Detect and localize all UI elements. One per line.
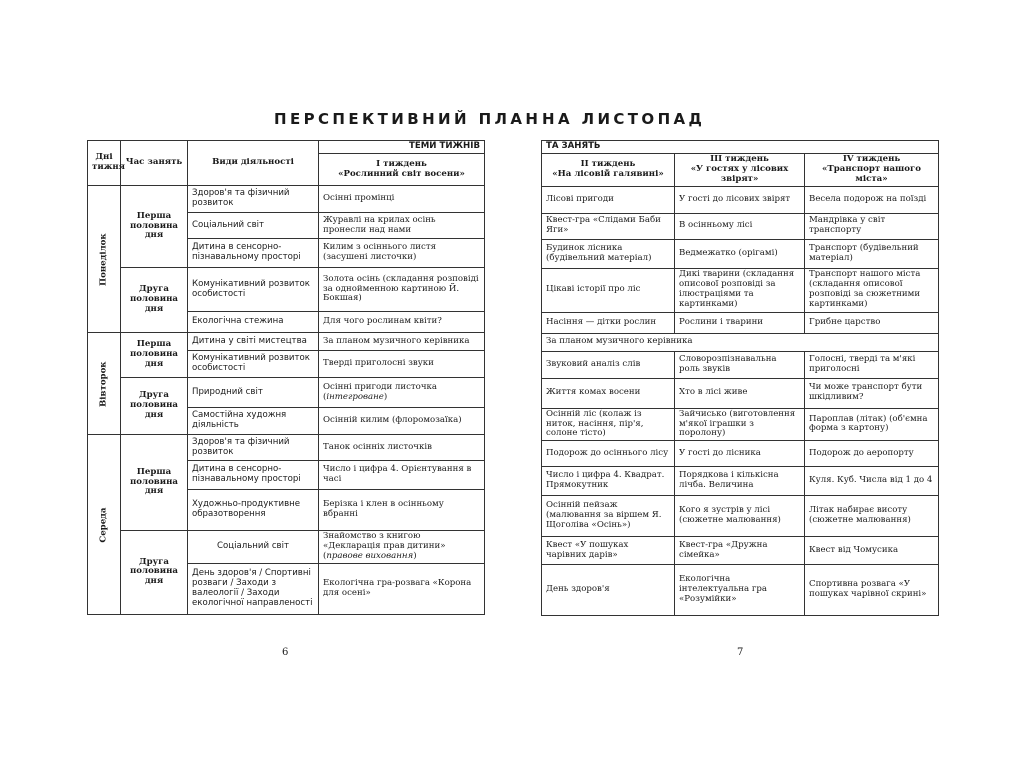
activity-cell: Природний світ [188, 378, 319, 408]
week3-number: ІІІ тиждень [710, 154, 769, 164]
week1-cell [319, 378, 485, 408]
activity-cell: Самостійна художня діяльність [188, 408, 319, 435]
week1-cell: Число і цифра 4. Орієнтування в часі [319, 461, 485, 490]
week3-cell: Екологічна інтелектуальна гра «Розумійки» [675, 565, 805, 616]
week4-cell: Літак набирає висоту (сюжетне малювання) [805, 496, 939, 537]
week2-cell: Число і цифра 4. Квадрат. Прямокутник [542, 467, 675, 496]
week4-cell: Чи може транспорт бути шкідливим? [805, 378, 939, 408]
time-first-half: Перша половина дня [121, 186, 188, 268]
week4-cell: Весела подорож на поїзді [805, 186, 939, 213]
header-days: Дні тижня [88, 141, 121, 186]
page-title-right: НА ЛИСТОПАД [542, 110, 706, 128]
activity-cell: Здоров'я та фізичний розвиток [188, 186, 319, 213]
activity-cell: Комунікативний розвиток особистості [188, 351, 319, 378]
activity-cell: Соціальний світ [188, 531, 319, 564]
week1-cell [319, 531, 485, 564]
week3-cell: Дикі тварини (складання описової розповіді за ілюстраціями та картинками) [675, 268, 805, 312]
week3-cell: Зайчисько (виготовлення м'якої іграшки з поролону) [675, 408, 805, 441]
time-first-half: Перша половина дня [121, 435, 188, 531]
week3-name: «У гостях у лісових звірят» [690, 163, 789, 184]
week1-text: Знайомство з книгою «Декларація прав дитини» ( [323, 531, 446, 561]
week4-cell: Транспорт (будівельний матеріал) [805, 239, 939, 268]
page-number-left: 6 [282, 647, 289, 658]
week4-cell: Голосні, тверді та м'які приголосні [805, 351, 939, 378]
activity-cell: Дитина в сенсорно-пізнавальному просторі [188, 239, 319, 268]
week3-cell: Рослини і тварини [675, 312, 805, 333]
activity-cell: Здоров'я та фізичний розвиток [188, 435, 319, 461]
week2-cell: Осінній ліс (колаж із ниток, насіння, пір'я, солоне тісто) [542, 408, 675, 441]
week1-cell: Танок осінніх листочків [319, 435, 485, 461]
week3-cell: Словорозпізнавальна роль звуків [675, 351, 805, 378]
header-week1 [319, 154, 485, 186]
header-activity: Види діяльності [188, 141, 319, 186]
merged-cell: За планом музичного керівника [542, 333, 939, 351]
plan-table-left [87, 140, 485, 615]
activity-cell: Соціальний світ [188, 213, 319, 239]
header-time: Час занять [121, 141, 188, 186]
week4-name: «Транспорт нашого міста» [821, 163, 922, 184]
week3-cell: Порядкова і кількісна лічба. Величина [675, 467, 805, 496]
plan-table-right [541, 140, 939, 616]
week2-cell: Квест «У пошуках чарівних дарів» [542, 537, 675, 565]
activity-cell: День здоров'я / Спортивні розваги / Заходи з валеології / Заходи екологічної направленості [188, 563, 319, 614]
week3-cell: Хто в лісі живе [675, 378, 805, 408]
activity-cell: Дитина у світі мистецтва [188, 333, 319, 351]
week2-cell: Життя комах восени [542, 378, 675, 408]
week4-cell: Транспорт нашого міста (складання описової розповіді за сюжетними картинками) [805, 268, 939, 312]
week2-cell: Подорож до осіннього лісу [542, 441, 675, 467]
day-tuesday: Вівторок [88, 333, 121, 435]
week1-name: «Рослинний світ восени» [338, 168, 465, 179]
header-week3 [675, 154, 805, 187]
week1-cell: За планом музичного керівника [319, 333, 485, 351]
activity-cell: Дитина в сенсорно-пізнавальному просторі [188, 461, 319, 490]
week4-cell: Куля. Куб. Числа від 1 до 4 [805, 467, 939, 496]
header-lessons: ТА ЗАНЯТЬ [542, 141, 939, 154]
week3-cell: У гості до лісових звірят [675, 186, 805, 213]
week1-cell: Осінні промінці [319, 186, 485, 213]
time-second-half: Друга половина дня [121, 378, 188, 435]
week1-cell: Журавлі на крилах осінь пронесли над нами [319, 213, 485, 239]
week2-cell: Осінній пейзаж (малювання за віршем Я. Щоголіва «Осінь») [542, 496, 675, 537]
week1-cell: Для чого рослинам квіти? [319, 312, 485, 333]
week4-cell: Подорож до аеропорту [805, 441, 939, 467]
time-second-half: Друга половина дня [121, 531, 188, 615]
week3-cell: У гості до лісника [675, 441, 805, 467]
week2-cell: Будинок лісника (будівельний матеріал) [542, 239, 675, 268]
time-first-half: Перша половина дня [121, 333, 188, 378]
week4-cell: Квест від Чомусика [805, 537, 939, 565]
week3-cell: Кого я зустрів у лісі (сюжетне малювання) [675, 496, 805, 537]
week1-cell: Золота осінь (складання розповіді за однойменною картиною Й. Бокшая) [319, 268, 485, 312]
week4-cell: Мандрівка у світ транспорту [805, 213, 939, 239]
week1-cell: Тверді приголосні звуки [319, 351, 485, 378]
week2-cell: Насіння — дітки рослин [542, 312, 675, 333]
week1-cell: Осінній килим (флоромозаїка) [319, 408, 485, 435]
week1-cell: Килим з осіннього листя (засушені листочки) [319, 239, 485, 268]
week3-cell: Ведмежатко (орігамі) [675, 239, 805, 268]
week3-cell: В осінньому лісі [675, 213, 805, 239]
day-wednesday: Середа [88, 435, 121, 615]
week1-text-italic: правове виховання [326, 550, 414, 561]
week4-cell: Спортивна розвага «У пошуках чарівної скрині» [805, 565, 939, 616]
page-number-right: 7 [737, 647, 744, 658]
week1-text: Осінні пригоди листочка ( [323, 381, 438, 402]
week2-cell: Звуковий аналіз слів [542, 351, 675, 378]
week1-text-end: ) [413, 550, 417, 561]
week4-number: ІV тиждень [842, 154, 901, 164]
activity-cell: Комунікативний розвиток особистості [188, 268, 319, 312]
header-week2 [542, 154, 675, 187]
time-second-half: Друга половина дня [121, 268, 188, 333]
week2-cell: День здоров'я [542, 565, 675, 616]
week1-number: І тиждень [376, 158, 427, 169]
week2-cell: Цікаві історії про ліс [542, 268, 675, 312]
week2-cell: Лісові пригоди [542, 186, 675, 213]
week1-text-italic: інтегроване [326, 391, 384, 402]
week1-cell: Екологічна гра-розвага «Корона для осені» [319, 563, 485, 614]
activity-cell: Художньо-продуктивне образотворення [188, 490, 319, 531]
week4-cell: Пароплав (літак) (об'ємна форма з картону) [805, 408, 939, 441]
week1-cell: Берізка і клен в осінньому вбранні [319, 490, 485, 531]
header-week4 [805, 154, 939, 187]
header-themes: ТЕМИ ТИЖНІВ [319, 141, 485, 154]
week2-number: ІІ тиждень [580, 158, 636, 169]
day-monday: Понеділок [88, 186, 121, 333]
week4-cell: Грибне царство [805, 312, 939, 333]
week2-name: «На лісовій галявині» [552, 168, 664, 179]
page-title-left: ПЕРСПЕКТИВНИЙ ПЛАН [274, 110, 542, 128]
week3-cell: Квест-гра «Дружна сімейка» [675, 537, 805, 565]
activity-cell: Екологічна стежина [188, 312, 319, 333]
week2-cell: Квест-гра «Слідами Баби Яги» [542, 213, 675, 239]
week1-text-end: ) [383, 391, 388, 402]
